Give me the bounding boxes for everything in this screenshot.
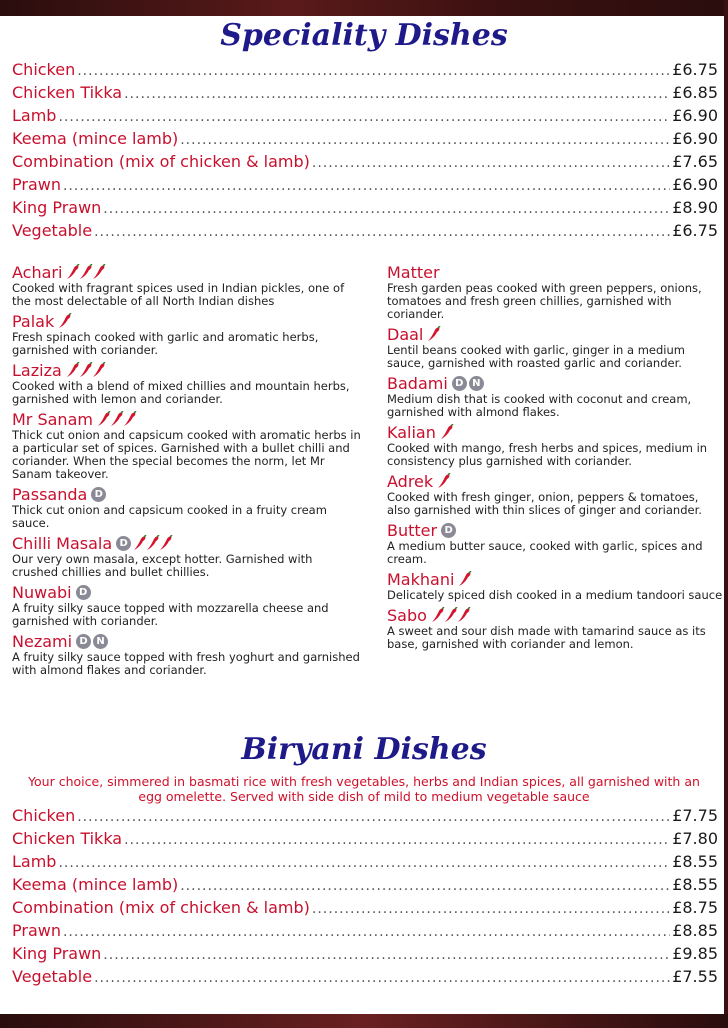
dishes-left-column xyxy=(12,262,362,680)
dish-description: Lentil beans cooked with garlic, ginger in a medium sauce, garnished with roasted garlic and coriander. xyxy=(387,343,685,370)
dish-name: Combination (mix of chicken & lamb) xyxy=(12,898,310,917)
dish-tags xyxy=(76,585,93,600)
menu-row xyxy=(12,875,718,898)
chilli-pepper-icon xyxy=(97,411,111,427)
dot-leader xyxy=(94,970,670,986)
chilli-pepper-icon xyxy=(66,362,80,378)
chilli-pepper-icon xyxy=(123,411,137,427)
dish-heading xyxy=(12,360,362,380)
dot-leader xyxy=(180,878,670,894)
menu-row xyxy=(12,921,718,944)
dish-name: Laziza xyxy=(12,360,62,380)
dish-tags xyxy=(452,376,486,391)
chilli-pepper-icon xyxy=(431,607,445,623)
dot-leader xyxy=(94,224,670,240)
dish-name: Chicken xyxy=(12,806,76,825)
dot-leader xyxy=(58,109,670,125)
dish-price: £6.90 xyxy=(672,129,718,148)
dish-entry xyxy=(12,311,362,357)
dish-price: £6.75 xyxy=(672,60,718,79)
dish-entry xyxy=(12,409,362,481)
chilli-pepper-icon xyxy=(427,326,441,342)
dish-name: Badami xyxy=(387,373,448,393)
dot-leader xyxy=(124,86,670,102)
dish-name: Vegetable xyxy=(12,967,93,986)
dish-description: Fresh garden peas cooked with green peppers, onions, tomatoes and fresh green chillies, garnished with coriander. xyxy=(387,281,702,321)
dish-entry xyxy=(387,373,723,419)
dish-name: Achari xyxy=(12,262,63,282)
menu-row xyxy=(12,175,718,198)
dish-description: Cooked with mango, fresh herbs and spices, medium in consistency plus garnished with coriander. xyxy=(387,441,708,468)
dish-tags xyxy=(437,473,450,489)
nuts-badge-icon: N xyxy=(469,376,484,391)
dish-heading xyxy=(387,373,723,393)
menu-row xyxy=(12,852,718,875)
dish-name: Mr Sanam xyxy=(12,409,93,429)
speciality-title: Speciality Dishes xyxy=(220,18,508,53)
dish-entry xyxy=(387,471,723,517)
dish-tags xyxy=(91,487,108,502)
menu-row xyxy=(12,152,718,175)
dish-price: £7.55 xyxy=(672,967,718,986)
top-border xyxy=(0,0,728,16)
dairy-badge-icon: D xyxy=(76,585,91,600)
dish-description: Thick cut onion and capsicum cooked in a fruity cream sauce. xyxy=(12,503,327,530)
dish-price: £6.75 xyxy=(672,221,718,240)
menu-row xyxy=(12,60,718,83)
dish-description: Fresh spinach cooked with garlic and aromatic herbs, garnished with coriander. xyxy=(12,330,319,357)
dot-leader xyxy=(77,809,670,825)
dish-name: Nezami xyxy=(12,631,73,651)
dish-tags xyxy=(116,535,172,551)
speciality-price-list xyxy=(12,60,718,244)
biryani-subtitle: Your choice, simmered in basmati rice with fresh vegetables, herbs and Indian spices, all garnished with an egg omelette. Served with side dish of mild to medium vegetable sauce xyxy=(28,774,700,804)
dish-description: A fruity silky sauce topped with mozzarella cheese and garnished with coriander. xyxy=(12,601,329,628)
dish-name: Kalian xyxy=(387,422,436,442)
dish-tags xyxy=(440,424,453,440)
dish-name: King Prawn xyxy=(12,198,102,217)
dish-name: Chicken xyxy=(12,60,76,79)
dish-description: Cooked with a blend of mixed chillies and mountain herbs, garnished with lemon and coriander. xyxy=(12,379,350,406)
dish-description: A fruity silky sauce topped with fresh yoghurt and garnished with almond flakes and coriander. xyxy=(12,650,360,677)
chilli-pepper-icon xyxy=(444,607,458,623)
dish-entry xyxy=(12,360,362,406)
dish-price: £9.85 xyxy=(672,944,718,963)
dish-price: £8.90 xyxy=(672,198,718,217)
dish-description: A medium butter sauce, cooked with garlic, spices and cream. xyxy=(387,539,703,566)
dish-name: Nuwabi xyxy=(12,582,72,602)
chilli-pepper-icon xyxy=(440,424,454,440)
dish-entry xyxy=(387,324,723,370)
dish-description: Our very own masala, except hotter. Garnished with crushed chillies and bullet chillies. xyxy=(12,552,313,579)
chilli-pepper-icon xyxy=(79,264,93,280)
dish-tags xyxy=(431,607,470,623)
dot-leader xyxy=(124,832,670,848)
dairy-badge-icon: D xyxy=(76,634,91,649)
dish-tags xyxy=(427,326,440,342)
dish-heading xyxy=(12,409,362,429)
dish-name: Combination (mix of chicken & lamb) xyxy=(12,152,310,171)
nuts-badge-icon: N xyxy=(93,634,108,649)
menu-row xyxy=(12,106,718,129)
dish-name: Chicken Tikka xyxy=(12,829,123,848)
dish-heading xyxy=(387,569,723,589)
dish-name: Makhani xyxy=(387,569,455,589)
chilli-pepper-icon xyxy=(66,264,80,280)
dot-leader xyxy=(63,924,670,940)
dairy-badge-icon: D xyxy=(91,487,106,502)
dish-entry xyxy=(12,484,362,530)
bottom-border xyxy=(0,1014,728,1028)
dish-name: Prawn xyxy=(12,175,61,194)
dish-price: £6.85 xyxy=(672,83,718,102)
dish-price: £8.55 xyxy=(672,852,718,871)
dish-name: Chilli Masala xyxy=(12,533,113,553)
dish-heading xyxy=(12,311,362,331)
dish-heading xyxy=(12,262,362,282)
dish-name: Butter xyxy=(387,520,438,540)
biryani-price-list xyxy=(12,806,718,990)
dairy-badge-icon: D xyxy=(452,376,467,391)
chilli-pepper-icon xyxy=(133,535,147,551)
dish-heading xyxy=(387,605,723,625)
dish-name: Vegetable xyxy=(12,221,93,240)
dairy-badge-icon: D xyxy=(116,536,131,551)
dairy-badge-icon: D xyxy=(441,523,456,538)
menu-row xyxy=(12,221,718,244)
dish-entry xyxy=(12,533,362,579)
dish-tags xyxy=(58,313,71,329)
dish-tags xyxy=(97,411,136,427)
menu-row xyxy=(12,829,718,852)
dot-leader xyxy=(180,132,670,148)
dish-name: Chicken Tikka xyxy=(12,83,123,102)
dish-name: Prawn xyxy=(12,921,61,940)
chilli-pepper-icon xyxy=(92,264,106,280)
chilli-pepper-icon xyxy=(457,607,471,623)
dish-entry xyxy=(387,520,723,566)
menu-row xyxy=(12,83,718,106)
dish-name: Sabo xyxy=(387,605,427,625)
dish-heading xyxy=(12,582,362,602)
menu-row xyxy=(12,898,718,921)
dish-description: Delicately spiced dish cooked in a medium tandoori sauce xyxy=(387,588,723,602)
dish-description: Medium dish that is cooked with coconut and cream, garnished with almond flakes. xyxy=(387,392,692,419)
menu-row xyxy=(12,198,718,221)
dot-leader xyxy=(63,178,670,194)
dish-price: £7.75 xyxy=(672,806,718,825)
dish-heading xyxy=(387,262,723,282)
dish-price: £8.75 xyxy=(672,898,718,917)
chilli-pepper-icon xyxy=(458,571,472,587)
chilli-pepper-icon xyxy=(146,535,160,551)
dish-entry xyxy=(12,262,362,308)
dish-name: Matter xyxy=(387,262,440,282)
dish-price: £7.80 xyxy=(672,829,718,848)
dish-description: A sweet and sour dish made with tamarind sauce as its base, garnished with coriander and lemon. xyxy=(387,624,706,651)
dish-description: Thick cut onion and capsicum cooked with aromatic herbs in a particular set of spices. Garnished with a bullet chilli and coriander. When the special becomes the norm, let Mr Sanam takeover. xyxy=(12,428,361,481)
dish-name: King Prawn xyxy=(12,944,102,963)
dish-tags xyxy=(458,571,471,587)
dish-name: Passanda xyxy=(12,484,88,504)
dot-leader xyxy=(77,63,670,79)
dish-tags xyxy=(76,634,110,649)
dish-name: Keema (mince lamb) xyxy=(12,875,179,894)
dish-description: Cooked with fresh ginger, onion, peppers & tomatoes, also garnished with thin slices of ginger and coriander. xyxy=(387,490,702,517)
dot-leader xyxy=(103,201,670,217)
dish-heading xyxy=(387,471,723,491)
dish-tags xyxy=(66,362,105,378)
dish-name: Keema (mince lamb) xyxy=(12,129,179,148)
right-border xyxy=(724,0,728,1028)
dish-name: Daal xyxy=(387,324,424,344)
chilli-pepper-icon xyxy=(79,362,93,378)
dot-leader xyxy=(103,947,670,963)
dish-price: £8.85 xyxy=(672,921,718,940)
biryani-title: Biryani Dishes xyxy=(241,732,487,767)
menu-row xyxy=(12,944,718,967)
dot-leader xyxy=(312,155,670,171)
dish-tags xyxy=(66,264,105,280)
chilli-pepper-icon xyxy=(58,313,72,329)
menu-row xyxy=(12,129,718,152)
dish-name: Adrek xyxy=(387,471,434,491)
menu-row xyxy=(12,967,718,990)
dish-price: £6.90 xyxy=(672,106,718,125)
dish-heading xyxy=(12,533,362,553)
dish-tags xyxy=(441,523,458,538)
dish-name: Palak xyxy=(12,311,55,331)
chilli-pepper-icon xyxy=(110,411,124,427)
dish-entry xyxy=(12,631,362,677)
menu-row xyxy=(12,806,718,829)
dish-heading xyxy=(387,324,723,344)
dish-price: £8.55 xyxy=(672,875,718,894)
dish-name: Lamb xyxy=(12,106,57,125)
dish-price: £7.65 xyxy=(672,152,718,171)
dish-entry xyxy=(12,582,362,628)
chilli-pepper-icon xyxy=(92,362,106,378)
dishes-right-column xyxy=(387,262,723,654)
dish-entry xyxy=(387,262,723,321)
dish-name: Lamb xyxy=(12,852,57,871)
chilli-pepper-icon xyxy=(159,535,173,551)
dish-heading xyxy=(387,520,723,540)
dish-price: £6.90 xyxy=(672,175,718,194)
dot-leader xyxy=(58,855,670,871)
dish-heading xyxy=(12,484,362,504)
dish-entry xyxy=(387,569,723,602)
dish-entry xyxy=(387,422,723,468)
dish-heading xyxy=(12,631,362,651)
dish-entry xyxy=(387,605,723,651)
dish-heading xyxy=(387,422,723,442)
chilli-pepper-icon xyxy=(437,473,451,489)
dot-leader xyxy=(312,901,670,917)
dish-description: Cooked with fragrant spices used in Indian pickles, one of the most delectable of all North Indian dishes xyxy=(12,281,345,308)
